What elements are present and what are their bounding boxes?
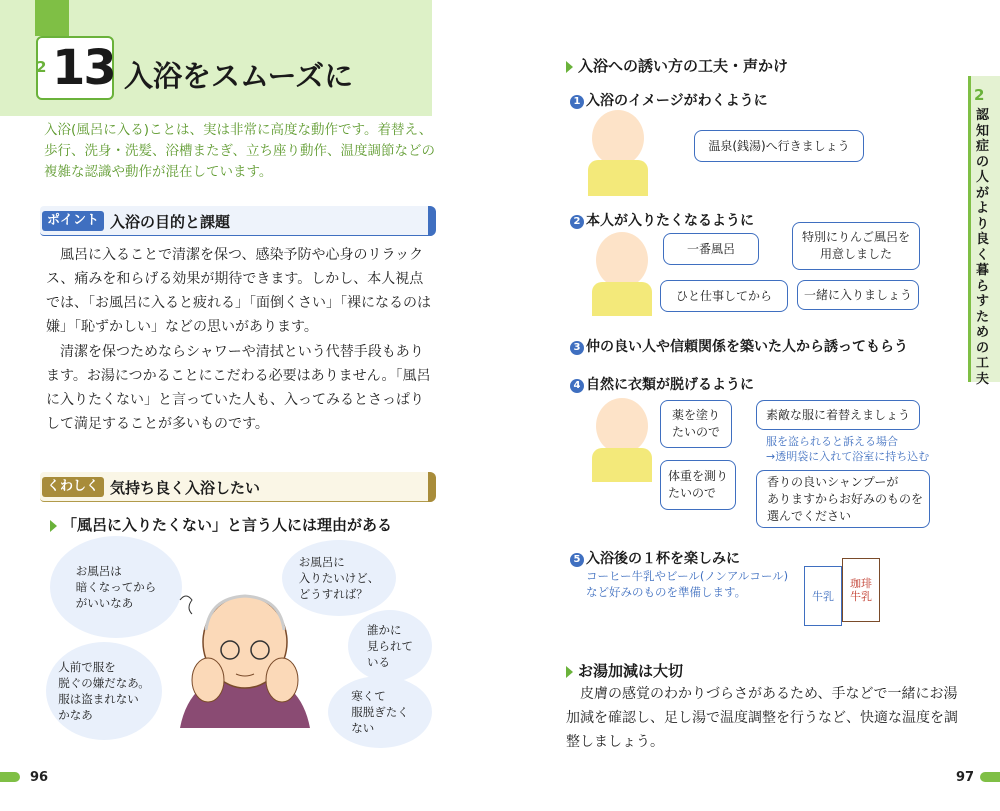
detail-title: 気持ち良く入浴したい	[110, 479, 261, 497]
heading-cap	[428, 206, 436, 236]
header-stripe	[35, 0, 69, 36]
bubble-text: 一緒に入りましょう	[803, 287, 912, 302]
thought-cloud	[50, 536, 182, 638]
worry-swirl	[180, 596, 192, 614]
note-text: 服を盗られると訴える場合 →透明袋に入れて浴室に持ち込む	[766, 435, 930, 463]
tip-text: 本人が入りたくなるように	[586, 213, 754, 229]
chapter-number: 2	[36, 58, 47, 76]
speech-bubble	[792, 222, 920, 270]
tip-text: 仲の良い人や信頼関係を築いた人から誘ってもらう	[586, 339, 908, 355]
subheading	[50, 514, 392, 535]
tip-text: 入浴後の１杯を楽しみに	[586, 551, 740, 567]
side-chapter-title: 認知症の人がより良く暮らすための工夫	[976, 108, 990, 387]
right-hand	[266, 658, 298, 702]
bubble-text: 温泉(銭湯)へ行きましょう	[708, 138, 850, 153]
triangle-icon	[566, 666, 573, 678]
subheading-text: 「風呂に入りたくない」と言う人には理由がある	[62, 516, 393, 534]
footer-tab-left	[0, 772, 20, 782]
section-number: 13	[52, 40, 115, 96]
triangle-icon	[566, 61, 573, 73]
milk-carton	[804, 566, 842, 626]
subheading-text: 入浴への誘い方の工夫・声かけ	[578, 57, 789, 75]
triangle-icon	[50, 520, 57, 532]
number-badge: 2	[570, 215, 584, 229]
footer-tab-right	[980, 772, 1000, 782]
speech-bubble	[694, 130, 864, 162]
side-chapter-number: 2	[974, 86, 985, 104]
detail-tag: くわしく	[42, 477, 104, 497]
tip-item	[570, 90, 768, 110]
speech-bubble	[660, 400, 732, 448]
caregiver-apron	[592, 282, 652, 316]
cloud-text: お風呂は 暗くなってから がいいなあ	[75, 564, 157, 610]
cloud-text: 人前で服を 脱ぐの嫌だなあ。 服は盗まれない かなあ	[58, 660, 150, 722]
body-paragraph: 清潔を保つためならシャワーや清拭という代替手段もあります。お湯につかることにこだわる必要はありません。「風呂に入りたくない」と言っていた人も、入ってみるとさっぱりして満足することが多いものです。	[46, 344, 431, 432]
bubble-text: 素敵な服に着替えましょう	[765, 407, 910, 422]
note-text: コーヒー牛乳やビール(ノンアルコール) など好みのものを準備します。	[586, 569, 789, 599]
speech-bubble	[797, 280, 919, 310]
bubble-text: 香りの良いシャンプーが ありますからお好みのものを 選んでください	[767, 474, 924, 523]
page-number-right: 97	[956, 770, 975, 785]
caregiver-face	[596, 398, 648, 454]
number-badge: 1	[570, 95, 584, 109]
thought-cloud	[328, 676, 432, 748]
tip-text: 入浴のイメージがわくように	[586, 93, 768, 109]
speech-bubble	[663, 233, 759, 265]
side-tab-line	[968, 76, 971, 382]
number-badge: 4	[570, 379, 584, 393]
point-tag: ポイント	[42, 211, 104, 231]
caregiver-apron	[588, 160, 648, 196]
carton-label: 牛乳	[812, 590, 834, 603]
subheading	[566, 660, 683, 681]
body-paragraph: 皮膚の感覚のわかりづらさがあるため、手などで一緒にお湯加減を確認し、足し湯で温度調整を行うなど、快適な温度を調整しましょう。	[566, 686, 958, 750]
page-number-left: 96	[30, 770, 49, 785]
coffee-milk-carton	[842, 558, 880, 622]
bubble-text: 一番風呂	[686, 241, 735, 256]
subheading-text: お湯加減は大切	[578, 662, 684, 680]
tip-item	[570, 548, 740, 568]
bubble-text: 特別にりんご風呂を 用意しました	[801, 230, 910, 261]
tip-item	[570, 336, 908, 356]
section-title: 入浴をスムーズに	[124, 59, 354, 93]
cloud-text: お風呂に 入りたいけど、 どうすれば？	[298, 555, 380, 601]
tip-item	[570, 374, 754, 394]
left-hand	[192, 658, 224, 702]
elderly-man-illustration	[170, 580, 320, 730]
tip-item	[570, 210, 754, 230]
caregiver-face	[592, 110, 644, 166]
heading-cap	[428, 472, 436, 502]
thought-cloud	[348, 610, 432, 682]
point-title: 入浴の目的と課題	[110, 213, 231, 231]
speech-bubble	[756, 400, 920, 430]
caregiver-face	[596, 232, 648, 288]
cloud-text: 誰かに 見られて いる	[367, 623, 413, 669]
number-badge: 5	[570, 553, 584, 567]
detail-heading	[40, 472, 434, 502]
caregiver-apron	[592, 448, 652, 482]
speech-bubble	[756, 470, 930, 528]
point-heading	[40, 206, 434, 236]
subheading	[566, 55, 788, 76]
number-badge: 3	[570, 341, 584, 355]
intro-text: 入浴(風呂に入る)ことは、実は非常に高度な動作です。着替え、歩行、洗身・洗髪、浴槽またぎ、立ち座り動作、温度調節などの複雑な認識や動作が混在しています。	[44, 122, 435, 180]
cloud-text: 寒くて 服脱ぎたく ない	[351, 689, 409, 735]
speech-bubble	[660, 280, 788, 312]
body-paragraph: 風呂に入ることで清潔を保つ、感染予防や心身のリラックス、痛みを和らげる効果が期待できます。しかし、本人視点では、「お風呂に入ると疲れる」「面倒くさい」「裸になるのは嫌」「恥ずかしい」などの思いがあります。	[46, 247, 431, 335]
bubble-text: ひと仕事してから	[675, 288, 772, 303]
speech-bubble	[660, 460, 736, 510]
thought-cloud	[46, 642, 162, 740]
tip-text: 自然に衣類が脱げるように	[586, 377, 754, 393]
bubble-text: 体重を測り たいので	[667, 469, 728, 500]
bubble-text: 薬を塗り たいので	[671, 408, 720, 439]
carton-label: 珈琲 牛乳	[850, 577, 872, 603]
